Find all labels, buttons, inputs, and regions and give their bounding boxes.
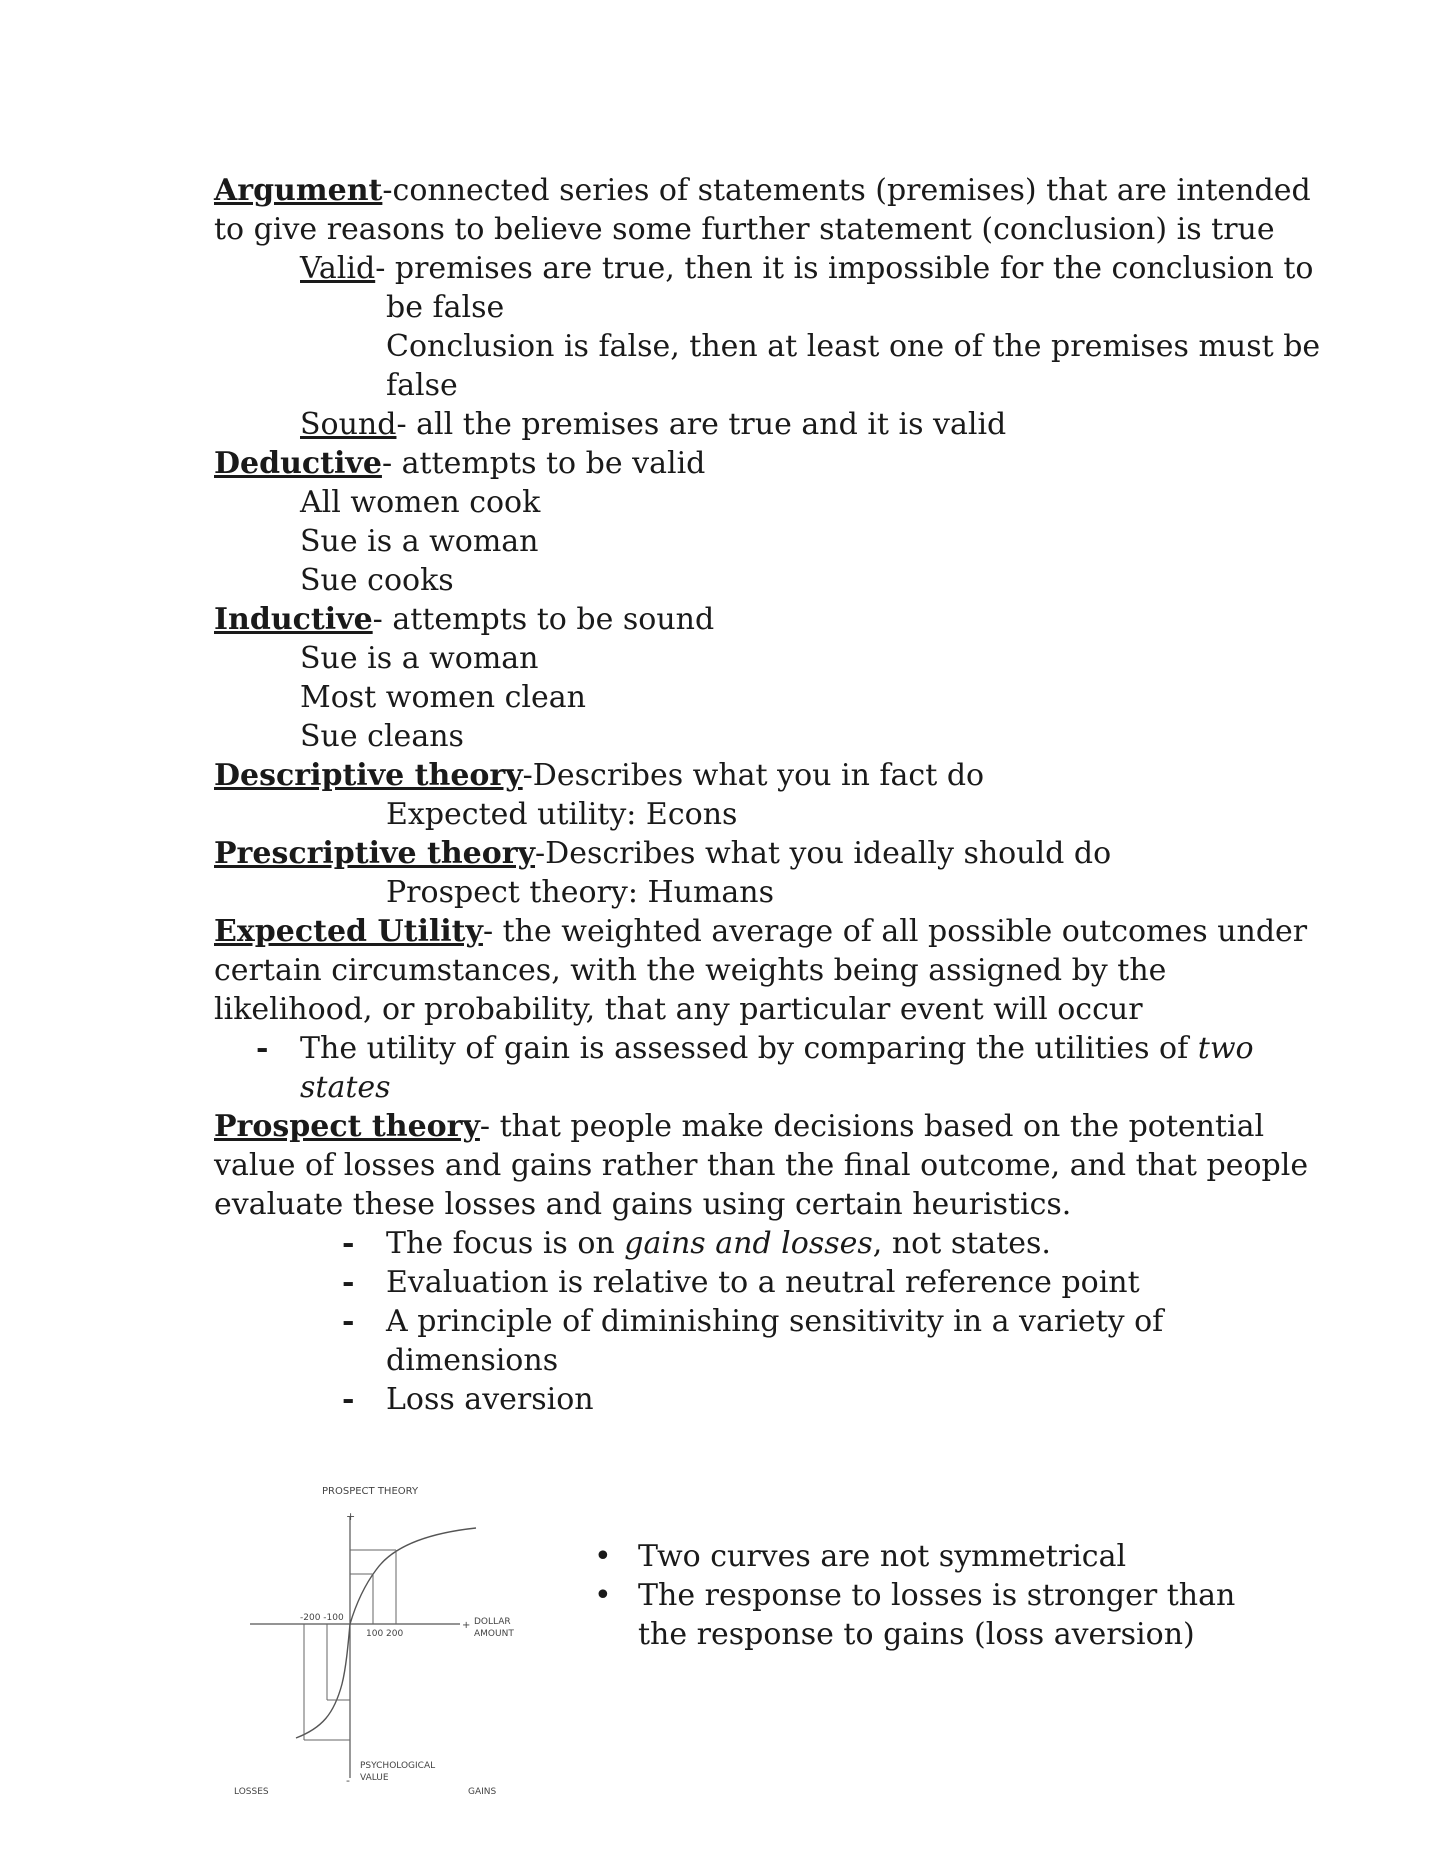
deductive-example-3: Sue cooks bbox=[300, 563, 454, 598]
bullet-emphasis-cont: states bbox=[300, 1070, 391, 1105]
prospect-bullet-1 bbox=[386, 1225, 1051, 1263]
prospect-def-1: - that people make decisions based on the potential bbox=[479, 1109, 1265, 1144]
argument-def-1: -connected series of statements (premises) that are intended bbox=[382, 173, 1311, 208]
expected-utility-def-2: certain circumstances, with the weights being assigned by the bbox=[214, 953, 1167, 988]
prospect-theory-figure bbox=[230, 1478, 530, 1798]
term-valid: Valid bbox=[300, 251, 376, 286]
prospect-line-1 bbox=[214, 1108, 1264, 1146]
descriptive-line bbox=[214, 757, 984, 795]
term-prospect-theory: Prospect theory bbox=[214, 1109, 480, 1144]
inductive-def: - attempts to be sound bbox=[372, 602, 715, 637]
bullet-emphasis: two bbox=[1197, 1031, 1254, 1066]
sound-line bbox=[300, 406, 1006, 444]
bullet-text-end: , not states. bbox=[872, 1226, 1051, 1261]
inductive-example-2: Most women clean bbox=[300, 680, 586, 715]
deductive-line bbox=[214, 445, 705, 483]
valid-def-3: Conclusion is false, then at least one of the premises must be bbox=[386, 329, 1321, 364]
term-deductive: Deductive bbox=[214, 446, 382, 481]
prospect-def-2: value of losses and gains rather than the final outcome, and that people bbox=[214, 1148, 1309, 1183]
dash-bullet: - bbox=[342, 1382, 355, 1417]
expected-utility-def-1: - the weighted average of all possible outcomes under bbox=[482, 914, 1308, 949]
deductive-example-1: All women cook bbox=[300, 485, 541, 520]
axis-plus-sign: + bbox=[346, 1510, 356, 1523]
dash-bullet: - bbox=[342, 1226, 355, 1261]
descriptive-def: -Describes what you in fact do bbox=[522, 758, 985, 793]
note-bullet-2: The response to losses is stronger than bbox=[638, 1578, 1236, 1613]
gains-label: GAINS bbox=[468, 1787, 497, 1797]
term-argument: Argument bbox=[214, 173, 383, 208]
expected-utility-bullet-1-cont bbox=[300, 1069, 391, 1107]
axis-minus-sign: - bbox=[346, 1774, 350, 1787]
tick-labels-negative: -200 -100 bbox=[300, 1613, 344, 1623]
tick-labels-positive: 100 200 bbox=[366, 1629, 404, 1639]
expected-utility-def-3: likelihood, or probability, that any particular event will occur bbox=[214, 992, 1143, 1027]
prospect-def-3: evaluate these losses and gains using certain heuristics. bbox=[214, 1187, 1072, 1222]
x-axis-label-2: AMOUNT bbox=[474, 1629, 514, 1639]
term-expected-utility: Expected Utility bbox=[214, 914, 483, 949]
expected-utility-bullet-1 bbox=[300, 1030, 1254, 1068]
argument-line-1 bbox=[214, 172, 1311, 210]
prospect-bullet-3: A principle of diminishing sensitivity in a variety of bbox=[386, 1304, 1164, 1339]
bullet-dot: • bbox=[594, 1539, 612, 1574]
prescriptive-example: Prospect theory: Humans bbox=[386, 875, 774, 910]
deductive-def: - attempts to be valid bbox=[381, 446, 706, 481]
x-axis-label-1: DOLLAR bbox=[474, 1617, 511, 1627]
prospect-bullet-3-cont: dimensions bbox=[386, 1343, 559, 1378]
bullet-text: The utility of gain is assessed by comparing the utilities of bbox=[300, 1031, 1198, 1066]
inductive-example-1: Sue is a woman bbox=[300, 641, 539, 676]
deductive-example-2: Sue is a woman bbox=[300, 524, 539, 559]
note-bullet-2-cont: the response to gains (loss aversion) bbox=[638, 1617, 1195, 1652]
term-sound: Sound bbox=[300, 407, 397, 442]
y-axis-label-1: PSYCHOLOGICAL bbox=[360, 1761, 436, 1771]
term-descriptive-theory: Descriptive theory bbox=[214, 758, 523, 793]
expected-utility-line-1 bbox=[214, 913, 1307, 951]
losses-label: LOSSES bbox=[234, 1787, 269, 1797]
valid-def-4: false bbox=[386, 368, 458, 403]
descriptive-example: Expected utility: Econs bbox=[386, 797, 738, 832]
figure-title: PROSPECT THEORY bbox=[322, 1486, 419, 1497]
valid-def-2: be false bbox=[386, 290, 505, 325]
inductive-line bbox=[214, 601, 714, 639]
dash-bullet: - bbox=[342, 1265, 355, 1300]
prospect-bullet-4: Loss aversion bbox=[386, 1382, 594, 1417]
prescriptive-line bbox=[214, 835, 1111, 873]
inductive-example-3: Sue cleans bbox=[300, 719, 464, 754]
prospect-bullet-2: Evaluation is relative to a neutral reference point bbox=[386, 1265, 1140, 1300]
valid-def-1: - premises are true, then it is impossible for the conclusion to bbox=[375, 251, 1314, 286]
note-bullet-1: Two curves are not symmetrical bbox=[638, 1539, 1127, 1574]
bullet-emphasis: gains and losses bbox=[624, 1226, 873, 1261]
term-inductive: Inductive bbox=[214, 602, 373, 637]
argument-def-2: to give reasons to believe some further statement (conclusion) is true bbox=[214, 212, 1275, 247]
sound-def: - all the premises are true and it is valid bbox=[396, 407, 1007, 442]
valid-line-1 bbox=[300, 250, 1313, 288]
term-prescriptive-theory: Prescriptive theory bbox=[214, 836, 536, 871]
dash-bullet: - bbox=[256, 1031, 269, 1066]
bullet-text: The focus is on bbox=[386, 1226, 625, 1261]
y-axis-label-2: VALUE bbox=[360, 1773, 389, 1783]
prescriptive-def: -Describes what you ideally should do bbox=[535, 836, 1112, 871]
dash-bullet: - bbox=[342, 1304, 355, 1339]
bullet-dot: • bbox=[594, 1578, 612, 1613]
x-axis-plus: + bbox=[462, 1620, 471, 1631]
